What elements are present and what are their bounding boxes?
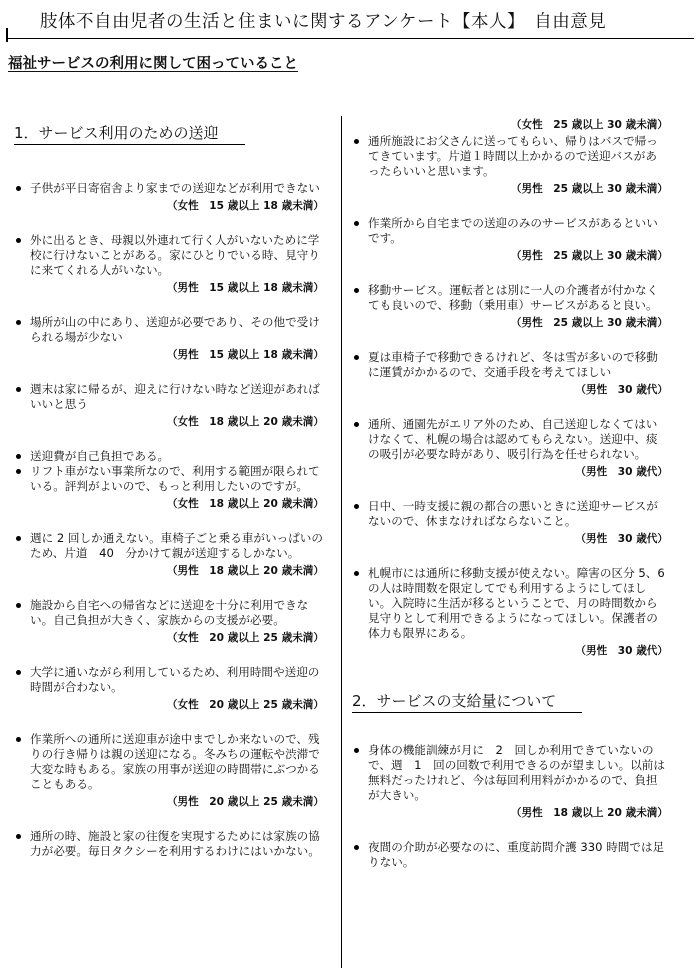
opinion-text: 週末は家に帰るが、迎えに行けない時など送迎があればいいと思う: [14, 382, 324, 412]
opinion-item: [352, 743, 668, 820]
opinion-text: リフト車がない事業所なので、利用する範囲が限られている。評判がよいので、もっと利用したいのですが。: [14, 464, 324, 494]
opinion-item: [352, 350, 668, 397]
respondent-attribution: （男性 25 歳以上 30 歳未満）: [510, 250, 668, 262]
respondent-attribution: （男性 20 歳以上 25 歳未満）: [166, 796, 324, 808]
right-column: [352, 118, 668, 890]
respondent-attribution: （女性 18 歳以上 20 歳未満）: [166, 498, 324, 510]
respondent-attribution: （女性 18 歳以上 20 歳未満）: [166, 416, 324, 428]
opinion-item: [14, 531, 324, 578]
opinion-text: 作業所から自宅までの送迎のみのサービスがあるといいです。: [352, 216, 668, 246]
opinion-item: [352, 134, 668, 196]
respondent-attribution: （男性 15 歳以上 18 歳未満）: [166, 349, 324, 361]
opinion-text: 外に出るとき、母親以外連れて行く人がいないために学校に行けないことがある。家にひとりでいる時、見守りに来てくれる人がいない。: [14, 233, 324, 278]
section-heading-transport: 1．サービス利用のための送迎: [14, 122, 245, 145]
respondent-attribution: （男性 25 歳以上 30 歳未満）: [510, 183, 668, 195]
opinion-item: [14, 829, 324, 859]
opinion-item: [14, 665, 324, 712]
respondent-attribution: （男性 18 歳以上 20 歳未満）: [166, 565, 324, 577]
opinion-item: [14, 732, 324, 809]
respondent-attribution: （女性 20 歳以上 25 歳未満）: [166, 699, 324, 711]
respondent-attribution: （男性 30 歳代）: [575, 533, 668, 545]
opinion-text: 夏は車椅子で移動できるけれど、冬は雪が多いので移動に運賃がかかるので、交通手段を考えてほしい: [352, 350, 668, 380]
right-items-supply: [352, 743, 668, 870]
opinion-text: 夜間の介助が必要なのに、重度訪問介護 330 時間では足りない。: [352, 840, 668, 870]
opinion-item: [14, 449, 324, 511]
opinion-item: [352, 417, 668, 479]
opinion-item: [352, 216, 668, 263]
opinion-text: 札幌市には通所に移動支援が使えない。障害の区分 5、6 の人は時間数を限定してでも利用するようにしてほしい。入院時に生活が移るということで、月の時間数から見守りとして利用できるようになってほしい。保護者の体力も限界にある。: [352, 566, 668, 641]
respondent-attribution: （女性 20 歳以上 25 歳未満）: [166, 632, 324, 644]
respondent-attribution: （男性 30 歳代）: [575, 384, 668, 396]
opinion-item: [14, 315, 324, 362]
opinion-text: 移動サービス。運転者とは別に一人の介護者が付かなくても良いので、移動（乗用車）サービスがあると良い。: [352, 283, 668, 313]
opinion-text: 週に 2 回しか通えない。車椅子ごと乗る車がいっぱいのため、片道 40 分かけて親が送迎するしかない。: [14, 531, 324, 561]
opinion-text: 施設から自宅への帰省などに送迎を十分に利用できない。自己負担が大きく、家族からの支援が必要。: [14, 598, 324, 628]
right-items-transport: [352, 134, 668, 658]
document-subtitle: 福祉サービスの利用に関して困っていること: [8, 56, 298, 72]
opinion-item: [14, 181, 324, 213]
opinion-item: [352, 499, 668, 546]
opinion-text: 通所、通園先がエリア外のため、自己送迎しなくてはいけなくて、札幌の場合は認めてもらえない。送迎中、痰の吸引が必要な時があり、吸引行為を任せられない。: [352, 417, 668, 462]
left-column: [14, 122, 324, 879]
opinion-text: 通所の時、施設と家の往復を実現するためには家族の協力が必要。毎日タクシーを利用するわけにはいかない。: [14, 829, 324, 859]
section-heading-supply: 2．サービスの支給量について: [352, 690, 582, 713]
respondent-attribution: （男性 18 歳以上 20 歳未満）: [510, 807, 668, 819]
respondent-attribution: （男性 15 歳以上 18 歳未満）: [166, 282, 324, 294]
column-divider: [341, 116, 342, 968]
continued-attribution: （女性 25 歳以上 30 歳未満）: [510, 119, 668, 131]
document-title: 肢体不自由児者の生活と住まいに関するアンケート【本人】 自由意見: [40, 12, 607, 32]
opinion-text: 場所が山の中にあり、送迎が必要であり、その他で受けられる場が少ない: [14, 315, 324, 345]
respondent-attribution: （男性 30 歳代）: [575, 466, 668, 478]
opinion-text: 作業所への通所に送迎車が途中までしか来ないので、残りの行き帰りは親の送迎になる。冬みちの運転や渋滞で大変な時もある。家族の用事が送迎の時間帯にぶつかることもある。: [14, 732, 324, 792]
opinion-item: [14, 382, 324, 429]
opinion-text: 身体の機能訓練が月に 2 回しか利用できていないので、週 1 回の回数で利用できるのが望ましい。以前は無料だったけれど、今は毎回利用料がかかるので、負担が大きい。: [352, 743, 668, 803]
opinion-text: 通所施設にお父さんに送ってもらい、帰りはバスで帰ってきています。片道１時間以上かかるので送迎バスがあったらいいと思います。: [352, 134, 668, 179]
respondent-attribution: （男性 25 歳以上 30 歳未満）: [510, 317, 668, 329]
opinion-text: 大学に通いながら利用しているため、利用時間や送迎の時間が合わない。: [14, 665, 324, 695]
opinion-item: [352, 566, 668, 658]
opinion-text: 日中、一時支援に親の都合の悪いときに送迎サービスがないので、休まなければならないこと。: [352, 499, 668, 529]
respondent-attribution: （男性 30 歳代）: [575, 645, 668, 657]
opinion-item: [14, 598, 324, 645]
opinion-text: 送迎費が自己負担である。: [14, 449, 324, 464]
opinion-text: 子供が平日寄宿舎より家までの送迎などが利用できない: [14, 181, 324, 196]
opinion-item: [352, 840, 668, 870]
header-rule-tick: [6, 28, 8, 42]
opinion-item: [14, 233, 324, 295]
opinion-item: [352, 283, 668, 330]
respondent-attribution: （女性 15 歳以上 18 歳未満）: [166, 200, 324, 212]
